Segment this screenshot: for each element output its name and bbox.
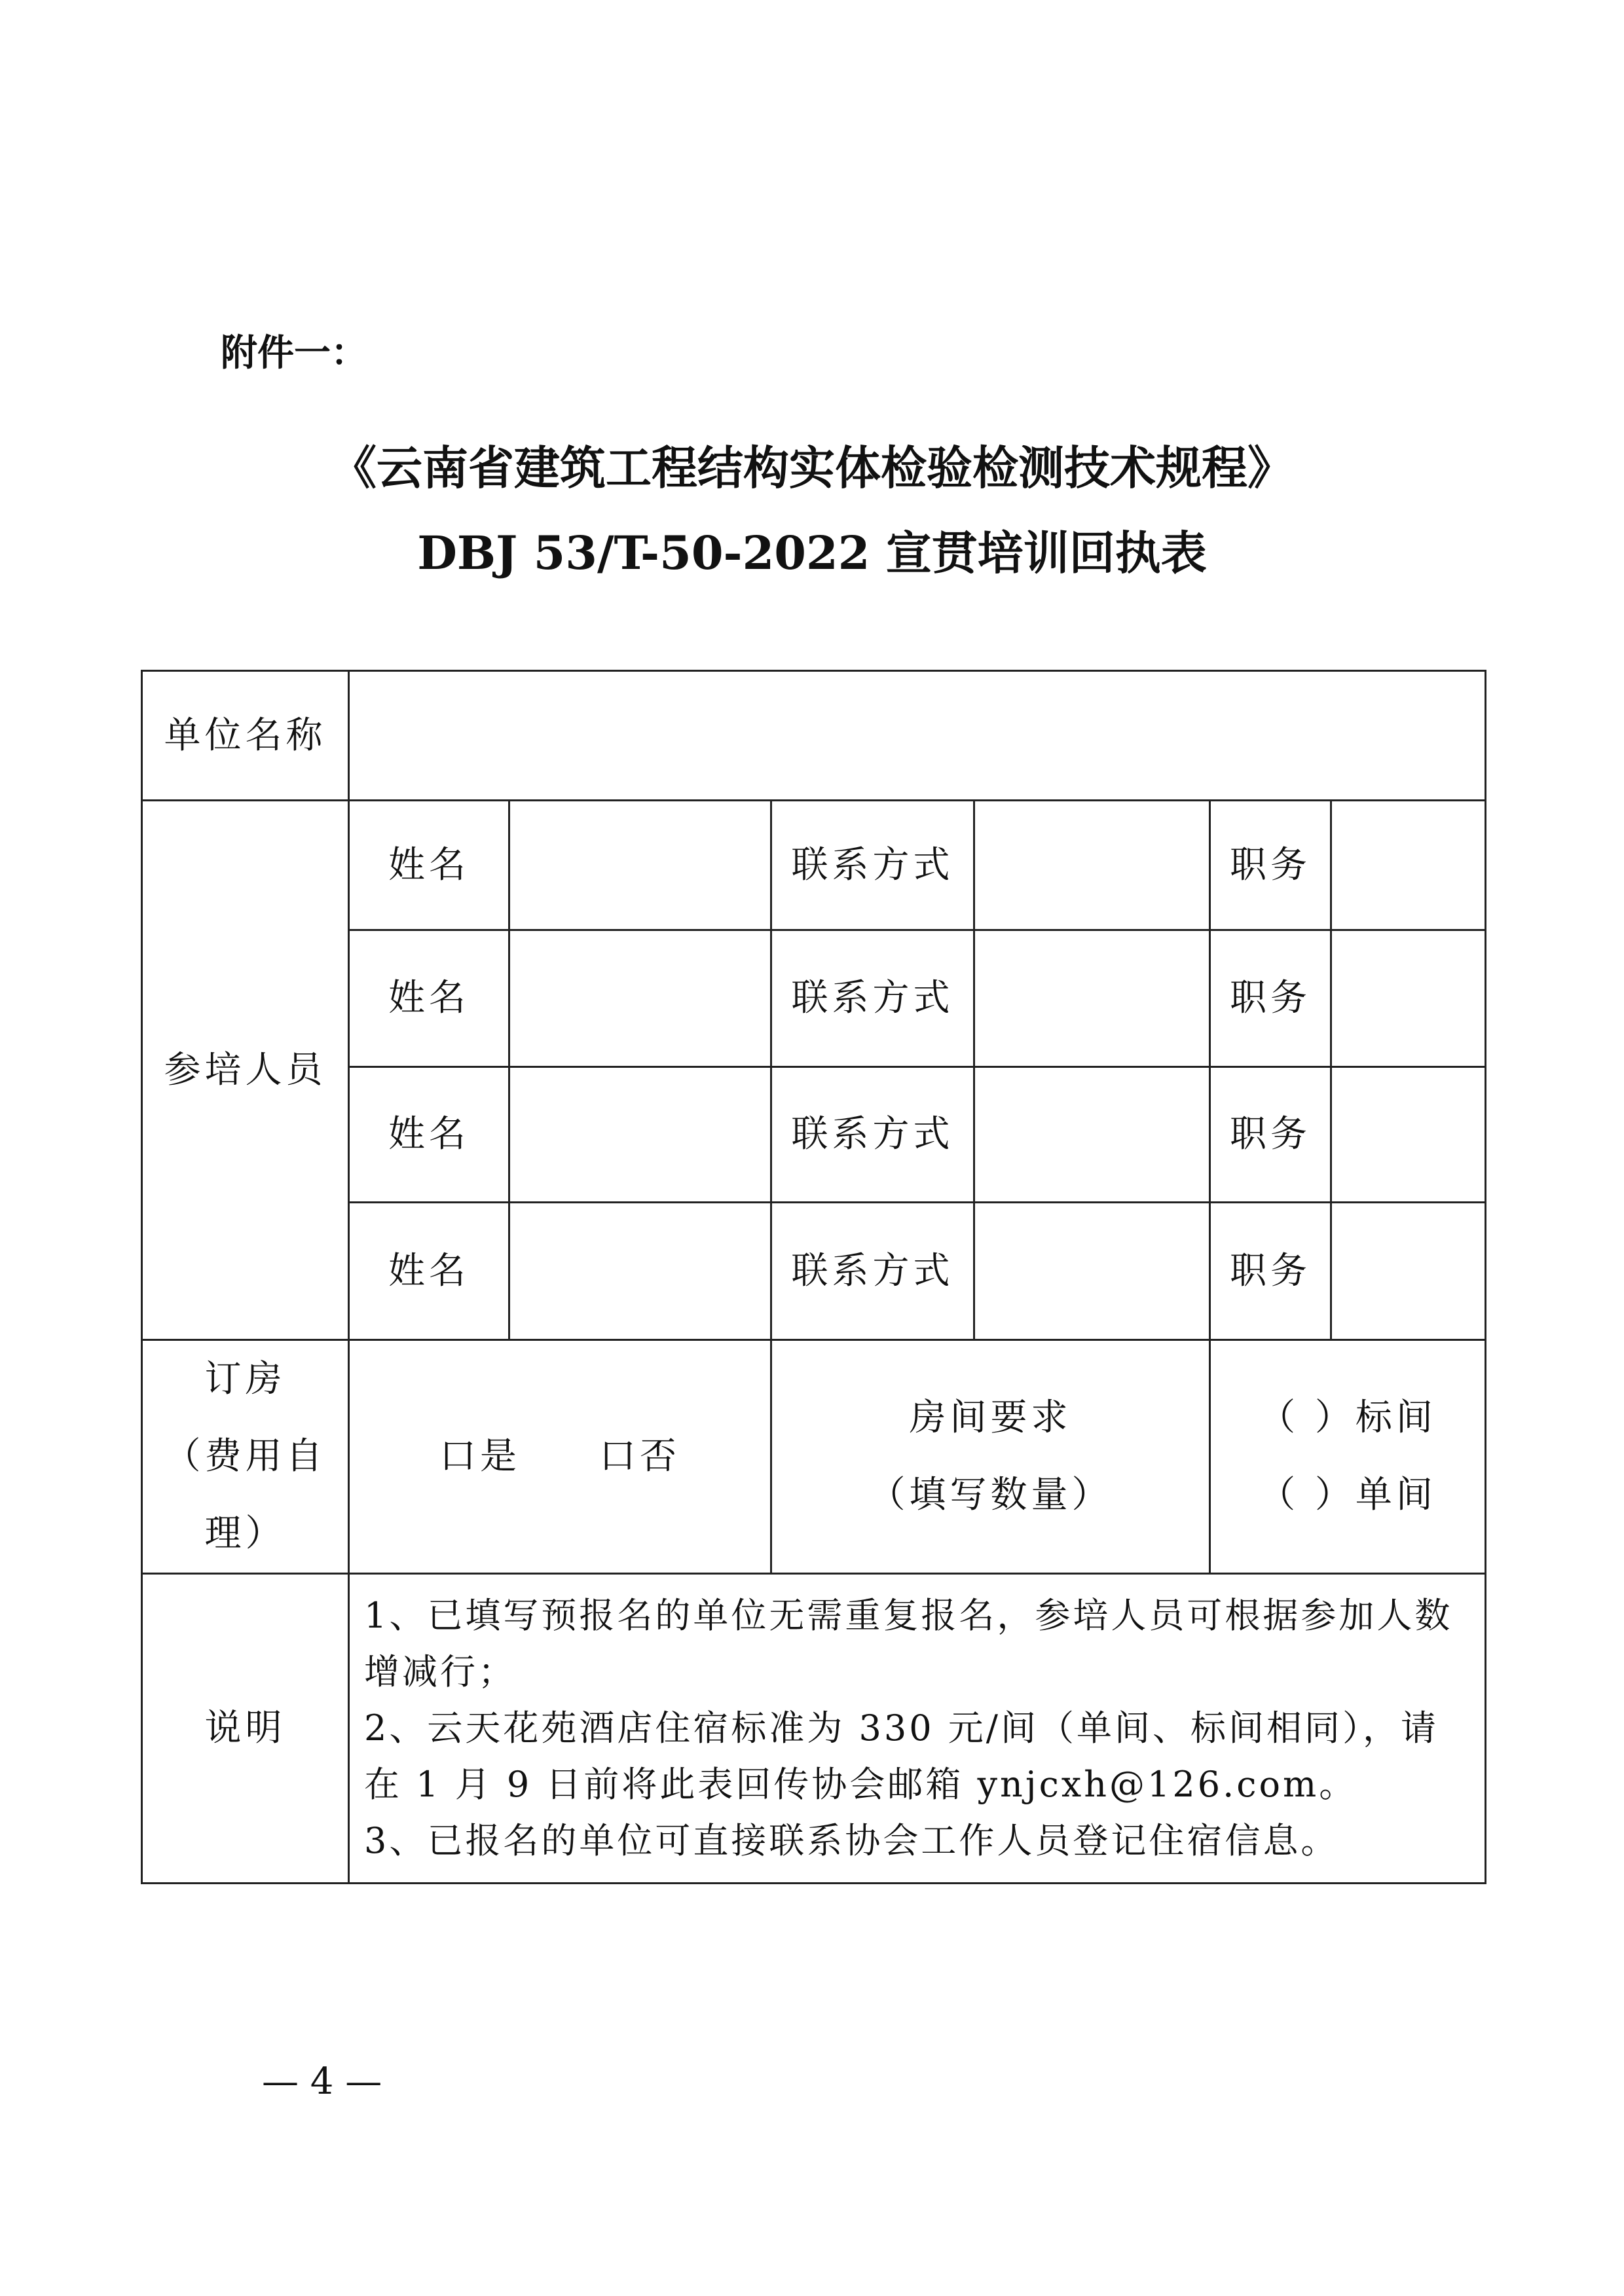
name-field[interactable] — [509, 1203, 771, 1340]
position-label: 职务 — [1210, 801, 1331, 930]
booking-options — [349, 1340, 771, 1574]
name-label: 姓名 — [349, 801, 509, 930]
position-field[interactable] — [1331, 801, 1486, 930]
contact-field[interactable] — [974, 1067, 1210, 1203]
room-requirement-label — [771, 1340, 1210, 1574]
single-room-count[interactable]: （ ）单间 — [1259, 1474, 1437, 1516]
booking-label-line3: 理） — [204, 1512, 286, 1555]
contact-label: 联系方式 — [771, 801, 974, 930]
name-field[interactable] — [509, 930, 771, 1067]
note-item-3: 3、已报名的单位可直接联系协会工作人员登记住宿信息。 — [364, 1820, 1339, 1861]
room-type-fields — [1210, 1340, 1486, 1574]
registration-form-table — [141, 670, 1486, 1884]
contact-label: 联系方式 — [771, 1203, 974, 1340]
document-title-line1: 《云南省建筑工程结构实体检验检测技术规程》 — [331, 441, 1293, 495]
position-label: 职务 — [1210, 930, 1331, 1067]
document-title-line2: DBJ 53/T-50-2022 宣贯培训回执表 — [417, 526, 1207, 580]
position-field[interactable] — [1331, 930, 1486, 1067]
contact-field[interactable] — [974, 930, 1210, 1067]
position-field[interactable] — [1331, 1067, 1486, 1203]
room-requirement-line2: （填写数量） — [868, 1474, 1113, 1516]
position-field[interactable] — [1331, 1203, 1486, 1340]
note-item-2: 2、云天花苑酒店住宿标准为 330 元/间（单间、标间相同），请在 1 月 9 日前将此表回传协会邮箱 ynjcxh@126.com。 — [364, 1707, 1439, 1805]
unit-name-row — [142, 671, 1486, 801]
position-label: 职务 — [1210, 1203, 1331, 1340]
booking-label-line2: （费用自 — [164, 1435, 327, 1478]
name-label: 姓名 — [349, 1203, 509, 1340]
notes-label: 说明 — [142, 1574, 349, 1884]
notes-row — [142, 1574, 1486, 1884]
standard-room-count[interactable]: （ ）标间 — [1259, 1396, 1437, 1439]
participants-label: 参培人员 — [142, 801, 349, 1340]
contact-label: 联系方式 — [771, 930, 974, 1067]
contact-label: 联系方式 — [771, 1067, 974, 1203]
notes-content — [349, 1574, 1486, 1884]
booking-label — [142, 1340, 349, 1574]
contact-field[interactable] — [974, 1203, 1210, 1340]
room-requirement-line1: 房间要求 — [909, 1396, 1072, 1439]
name-label: 姓名 — [349, 1067, 509, 1203]
page-number: — 4 — — [262, 2060, 382, 2103]
unit-name-field[interactable] — [349, 671, 1486, 801]
participant-row — [142, 801, 1486, 930]
booking-no-checkbox[interactable]: 口否 — [599, 1435, 680, 1478]
name-field[interactable] — [509, 1067, 771, 1203]
name-field[interactable] — [509, 801, 771, 930]
name-label: 姓名 — [349, 930, 509, 1067]
booking-row — [142, 1340, 1486, 1574]
unit-name-label: 单位名称 — [142, 671, 349, 801]
booking-label-line1: 订房 — [204, 1358, 286, 1400]
booking-yes-checkbox[interactable]: 口是 — [439, 1435, 521, 1478]
position-label: 职务 — [1210, 1067, 1331, 1203]
attachment-label: 附件一： — [221, 332, 367, 374]
contact-field[interactable] — [974, 801, 1210, 930]
note-item-1: 1、已填写预报名的单位无需重复报名，参培人员可根据参加人数增减行； — [364, 1595, 1453, 1692]
